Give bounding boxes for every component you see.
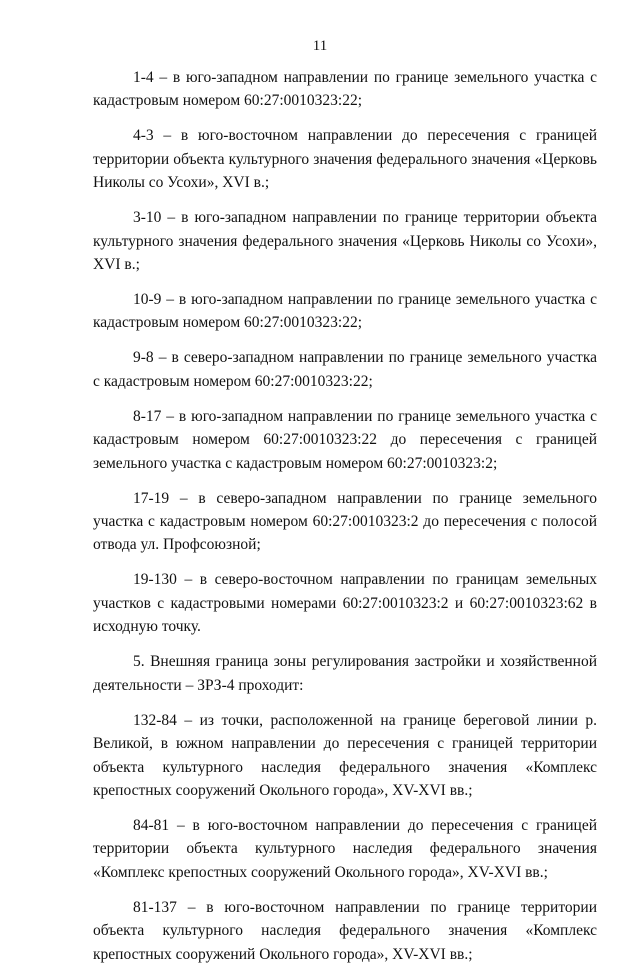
document-body	[93, 66, 597, 978]
paragraph-132-84: 132-84 – из точки, расположенной на границе береговой линии р. Великой, в южном направлении до пересечения с границей территории объекта культурного наследия федерального значения «Комплекс крепостных сооружений Окольного города», XV-XVI вв.;	[93, 711, 597, 799]
paragraph-19-130: 19-130 – в северо-восточном направлении по границам земельных участков с кадастровыми номерами 60:27:0010323:2 и 60:27:0010323:62 в исходную точку.	[93, 571, 597, 636]
paragraph-17-19: 17-19 – в северо-западном направлении по границе земельного участка с кадастровым номером 60:27:0010323:2 до пересечения с полосой отвода ул. Профсоюзной;	[93, 489, 597, 554]
page-number: 11	[312, 38, 328, 54]
paragraph-84-81: 84-81 – в юго-восточном направлении до пересечения с границей территории объекта культурного наследия федерального значения «Комплекс крепостных сооружений Окольного города», XV-XVI вв.;	[93, 816, 597, 881]
paragraph-4-3: 4-3 – в юго-восточном направлении до пересечения с границей территории объекта культурного значения федерального значения «Церковь Николы со Усохи», XVI в.;	[93, 127, 597, 192]
paragraph-9-8: 9-8 – в северо-западном направлении по границе земельного участка с кадастровым номером 60:27:0010323:22;	[93, 349, 597, 390]
section-5-heading: 5. Внешняя граница зоны регулирования застройки и хозяйственной деятельности – ЗРЗ-4 проходит:	[93, 653, 597, 694]
paragraph-81-137: 81-137 – в юго-восточном направлении по границе территории объекта культурного наследия федерального значения «Комплекс крепостных сооружений Окольного города», XV-XVI вв.;	[93, 898, 597, 963]
paragraph-8-17: 8-17 – в юго-западном направлении по границе земельного участка с кадастровым номером 60:27:0010323:22 до пересечения с границей земельного участка с кадастровым номером 60:27:0010323:2;	[93, 407, 597, 472]
paragraph-10-9: 10-9 – в юго-западном направлении по границе земельного участка с кадастровым номером 60:27:0010323:22;	[93, 291, 597, 332]
paragraph-1-4: 1-4 – в юго-западном направлении по границе земельного участка с кадастровым номером 60:27:0010323:22;	[93, 69, 597, 110]
paragraph-3-10: 3-10 – в юго-западном направлении по границе территории объекта культурного значения федерального значения «Церковь Николы со Усохи», XVI в.;	[93, 209, 597, 274]
